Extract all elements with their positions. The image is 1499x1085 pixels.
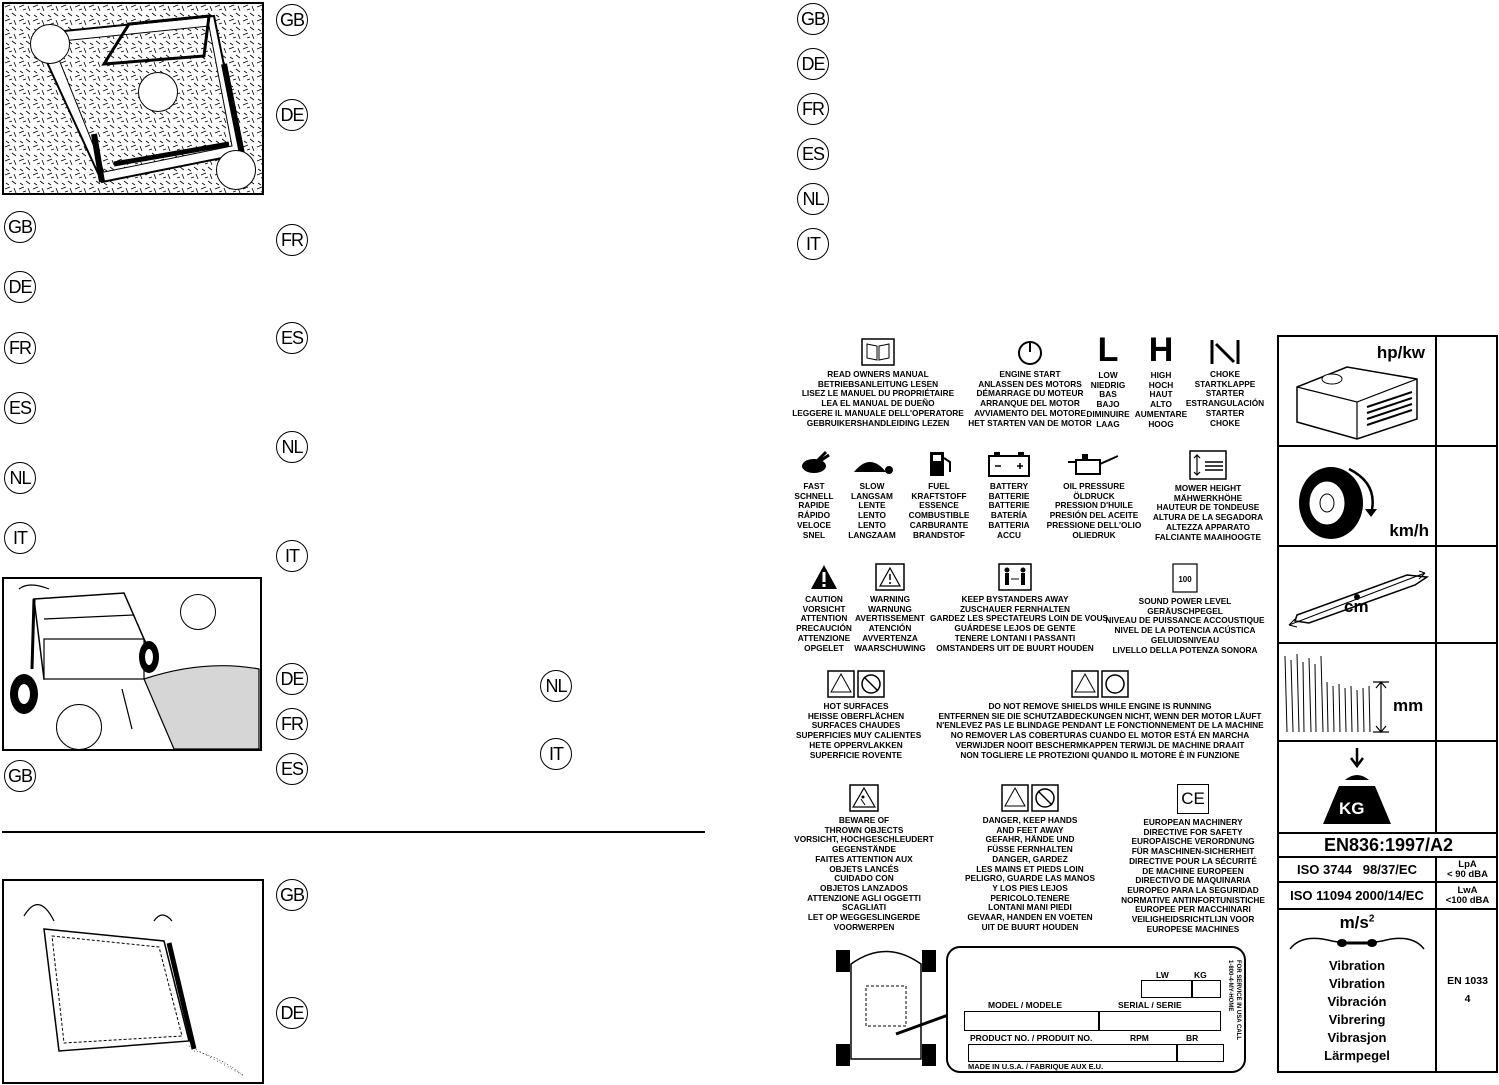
symbol-engine-start: ENGINE START ANLASSEN DES MOTORS DÉMARRAGE DU MOTEUR ARRANQUE DEL MOTOR AVVIAMENTO DEL MOTORE HET STARTEN VAN DE MOTOR: [960, 338, 1100, 428]
spec-lpa: LpA < 90 dBA: [1437, 858, 1498, 883]
symbol-hot-surfaces: HOT SURFACES HEISSE OBERFLÄCHEN SURFACES CHAUDES SUPERFICIES MUY CALIENTES HETE OPPERVLAKKEN SUPERFICIE ROVENTE: [796, 670, 916, 760]
spec-value-weight: [1437, 742, 1498, 834]
svg-text:100: 100: [1178, 575, 1192, 584]
figure-grass-bag: [2, 2, 264, 195]
mower-top-view: [826, 944, 946, 1074]
lang-marker-nl: NL: [276, 431, 308, 463]
symbol-ce-directive: CE EUROPEAN MACHINERY DIRECTIVE FOR SAFETY EUROPÄISCHE VERORDNUNG FÜR MASCHINEN-SICHERHEIT DIRECTIVE POUR LA SÉCURITÉ DE MACHINE EUROPEEN DIRECTIVO DE MAQUINARIA EUROPEO PARA LA SEGURIDAD NORMATIVE ANTINFORTUNISTICHE EUROPEE PER MACCHINARI VEILIGHEIDSRICHTLIJN VOOR EUROPESE MACHINES: [1118, 784, 1268, 934]
warning-icon: [875, 563, 905, 591]
spec-value-speed: [1437, 447, 1498, 547]
engine-icon: [1287, 357, 1427, 442]
spec-row-cutting-width: [1279, 547, 1437, 644]
spec-lwa: LwA <100 dBA: [1437, 883, 1498, 910]
empty-bag-illustration: [4, 881, 262, 1082]
symbol-read-manual: READ OWNERS MANUAL BETRIEBSANLEITUNG LESEN LISEZ LE MANUEL DU PROPRIÉTAIRE LEA EL MANUAL DE DUEÑO LEGGERE IL MANUALE DELL'OPERATORE GEBRUIKERSHANDLEIDING LEZEN: [778, 338, 978, 428]
symbol-fast: FAST SCHNELL RAPIDE RÁPIDO VELOCE SNEL: [786, 450, 842, 540]
wheel-icon: [1289, 459, 1389, 543]
plate-kg-field: [1191, 980, 1221, 998]
lang-marker-fr: FR: [276, 224, 308, 256]
lang-marker-gb: GB: [4, 211, 36, 243]
shields-icon: [1071, 670, 1129, 698]
lang-marker-de: DE: [276, 99, 308, 131]
plate-product-label: PRODUCT NO. / PRODUIT NO.: [970, 1033, 1093, 1043]
spec-row-power: [1279, 337, 1437, 447]
lang-marker-it: IT: [797, 228, 829, 260]
book-icon: [861, 338, 895, 366]
figure-mower-bag: [2, 577, 262, 751]
plate-serial-label: SERIAL / SERIE: [1118, 1000, 1182, 1010]
plate-lw-label: LW: [1156, 970, 1169, 980]
symbol-oil-pressure: OIL PRESSURE ÖLDRUCK PRESSION D'HUILE PRESIÓN DEL ACEITE PRESSIONE DELL'OLIO OLIEDRUK: [1046, 450, 1142, 540]
symbol-caution: CAUTION VORSICHT ATTENTION PRECAUCIÓN ATTENZIONE OPGELET: [792, 563, 856, 653]
lang-marker-de: DE: [276, 663, 308, 695]
plate-rpm-label: RPM: [1130, 1033, 1149, 1043]
lang-marker-gb: GB: [797, 3, 829, 35]
symbol-warning: WARNING WARNUNG AVERTISSEMENT ATENCIÓN AVVERTENZA WAARSCHUWING: [852, 563, 928, 653]
symbol-sound-power-level: 100 SOUND POWER LEVEL GERÄUSCHPEGEL NIVEAU DE PUISSANCE ACCOUSTIQUE NIVEL DE LA POTENCIA ACÚSTICA GELUIDSNIVEAU LIVELLO DELLA POTENZA SONORA: [1105, 563, 1265, 655]
lang-marker-es: ES: [797, 138, 829, 170]
figure-empty-bag: [2, 879, 264, 1084]
battery-icon: [987, 450, 1031, 478]
callout-3: [216, 150, 256, 190]
symbol-do-not-remove-shields: DO NOT REMOVE SHIELDS WHILE ENGINE IS RUNNING ENTFERNEN SIE DIE SCHUTZABDECKUNGEN NICHT, WENN DER MOTOR LÄUFT N'ENLEVEZ PAS LE BLINDAGE PENDANT LE FONCTIONNEMENT DE LA MACHINE NO REMOVER LAS COBERTURAS CUANDO EL MOTOR ESTÁ EN MARCHA VERWIJDER NOOIT BESCHERMKAPPEN TERWIJL DE MACHINE DRAAIT NON TOGLIERE LE PROTEZIONI QUANDO IL MOTORE È IN FUNZIONE: [935, 670, 1265, 760]
symbol-fuel: FUEL KRAFTSTOFF ESSENCE COMBUSTIBLE CARBURANTE BRANDSTOF: [902, 450, 976, 540]
callout-2: [138, 72, 178, 112]
specs-table: [1277, 335, 1498, 1073]
plate-product-field: [968, 1044, 1178, 1062]
lang-marker-it: IT: [276, 540, 308, 572]
plate-model-field: [964, 1011, 1100, 1031]
callout-1: [180, 594, 216, 630]
ce-mark-icon: CE: [1177, 784, 1209, 814]
plate-service-text: FOR SERVICE IN USA CALL 1-800-4-MY-HOME: [1227, 960, 1241, 1041]
spec-hp-kw-label: hp/kw: [1376, 343, 1425, 362]
lang-marker-es: ES: [276, 322, 308, 354]
symbol-keep-hands-feet-away: DANGER, KEEP HANDS AND FEET AWAY GEFAHR, HÄNDE UND FÜSSE FERNHALTEN DANGER, GARDEZ LES MAINS ET PIEDS LOIN PELIGRO, GUARDE LAS MANOS Y LOS PIES LEJOS PERICOLO.TENERE LONTANI MANI PIEDI GEVAAR, HANDEN EN VOETEN UIT DE BUURT HOUDEN: [955, 784, 1105, 932]
lang-marker-gb: GB: [276, 4, 308, 36]
lang-marker-gb: GB: [4, 760, 36, 792]
turtle-icon: [850, 450, 894, 478]
mower-illustration: [4, 579, 260, 749]
symbol-mower-height: MOWER HEIGHT MÄHWERKHÖHE HAUTEUR DE TONDEUSE ALTURA DE LA SEGADORA ALTEZZA APPARATO FALCIANTE MAAIHOOGTE: [1148, 450, 1268, 542]
spec-kmh-label: km/h: [1389, 521, 1429, 540]
plate-br-label: BR: [1186, 1033, 1199, 1043]
spec-row-weight: [1279, 742, 1437, 834]
lang-marker-nl: NL: [540, 670, 572, 702]
oil-can-icon: [1066, 450, 1122, 478]
lang-marker-es: ES: [4, 392, 36, 424]
choke-icon: [1208, 338, 1242, 366]
spec-vibration: $m/s^2$ Vibration Vibration Vibración Vibrering Vibrasjon Lärmpegel: [1279, 910, 1437, 1071]
hot-surfaces-icon: [827, 670, 885, 698]
fuel-pump-icon: [924, 450, 954, 478]
low-icon: L: [1097, 331, 1119, 369]
hands-feet-icon: [1001, 784, 1059, 812]
symbol-keep-bystanders-away: KEEP BYSTANDERS AWAY ZUSCHAUER FERNHALTEN GARDEZ LES SPECTATEURS LOIN DE VOUS GUÁRDESE LEJOS DE GENTE TENERE LONTANI I PASSANTI OMSTANDERS UIT DE BUURT HOUDEN: [930, 563, 1100, 653]
lang-marker-de: DE: [276, 997, 308, 1029]
spec-value-cutting-height: [1437, 644, 1498, 742]
lang-marker-it: IT: [540, 738, 572, 770]
spec-cm-label: cm: [1344, 597, 1369, 616]
plate-serial-field: [1098, 1011, 1221, 1031]
symbol-battery: BATTERY BATTERIE BATTERIE BATERÍA BATTERIA ACCU: [975, 450, 1043, 540]
engine-start-icon: [1015, 338, 1045, 366]
symbol-thrown-objects: BEWARE OF THROWN OBJECTS VORSICHT, HOCHGESCHLEUDERT GEGENSTÄNDE FAITES ATTENTION AUX OBJETS LANCÉS CUIDADO CON OBJETOS LANZADOS ATTENZIONE AGLI OGGETTI SCAGLIATI LET OP WEGGESLINGERDE VOORWERPEN: [776, 784, 952, 932]
grass-height-icon: [1281, 652, 1391, 736]
spec-row-cutting-height: [1279, 644, 1437, 742]
lang-marker-nl: NL: [797, 183, 829, 215]
spec-value-cutting-width: [1437, 547, 1498, 644]
spec-standard: EN836:1997/A2: [1279, 834, 1498, 858]
spec-iso-3744: ISO 3744 98/37/EC: [1279, 858, 1437, 883]
section-divider: [2, 831, 705, 833]
mower-height-icon: [1189, 450, 1227, 480]
rabbit-icon: [796, 450, 832, 478]
id-plate: [946, 946, 1246, 1073]
hands-icon: [1282, 929, 1432, 957]
spec-value-power: [1437, 337, 1498, 447]
sound-level-icon: [1172, 563, 1198, 593]
plate-kg-label: KG: [1194, 970, 1207, 980]
lang-marker-de: DE: [4, 271, 36, 303]
lang-marker-fr: FR: [276, 708, 308, 740]
symbol-low: L LOW NIEDRIG BAS BAJO DIMINUIRE LAAG: [1080, 333, 1136, 429]
lang-marker-it: IT: [4, 522, 36, 554]
callout-1: [30, 24, 70, 64]
plate-model-label: MODEL / MODELE: [988, 1000, 1062, 1010]
spec-iso-11094: ISO 11094 2000/14/EC: [1279, 883, 1437, 910]
lang-marker-de: DE: [797, 48, 829, 80]
lang-marker-fr: FR: [4, 332, 36, 364]
spec-mm-label: mm: [1393, 696, 1424, 715]
symbol-choke: CHOKE STARTKLAPPE STARTER ESTRANGULACIÓN STARTER CHOKE: [1185, 338, 1265, 428]
high-icon: H: [1148, 331, 1174, 369]
plate-lw-field: [1141, 980, 1193, 998]
plate-br-field: [1176, 1044, 1224, 1062]
thrown-objects-icon: [849, 784, 879, 812]
spec-kg-label: KG: [1339, 799, 1365, 818]
caution-icon: [809, 563, 839, 591]
bystanders-icon: [998, 563, 1032, 591]
spec-row-speed: [1279, 447, 1437, 547]
lang-marker-es: ES: [276, 753, 308, 785]
spec-ms2-label: m/s: [1339, 913, 1369, 932]
symbol-slow: SLOW LANGSAM LENTE LENTO LENTO LANGZAAM: [840, 450, 904, 540]
lang-marker-fr: FR: [797, 93, 829, 125]
lang-marker-nl: NL: [4, 462, 36, 494]
callout-2: [56, 704, 102, 750]
plate-made-in: MADE IN U.S.A. / FABRIQUE AUX E.U.: [968, 1062, 1104, 1071]
lang-marker-gb: GB: [276, 879, 308, 911]
symbol-high: H HIGH HOCH HAUT ALTO AUMENTARE HOOG: [1134, 331, 1188, 429]
spec-vibration-value: EN 1033 4: [1447, 975, 1488, 1005]
